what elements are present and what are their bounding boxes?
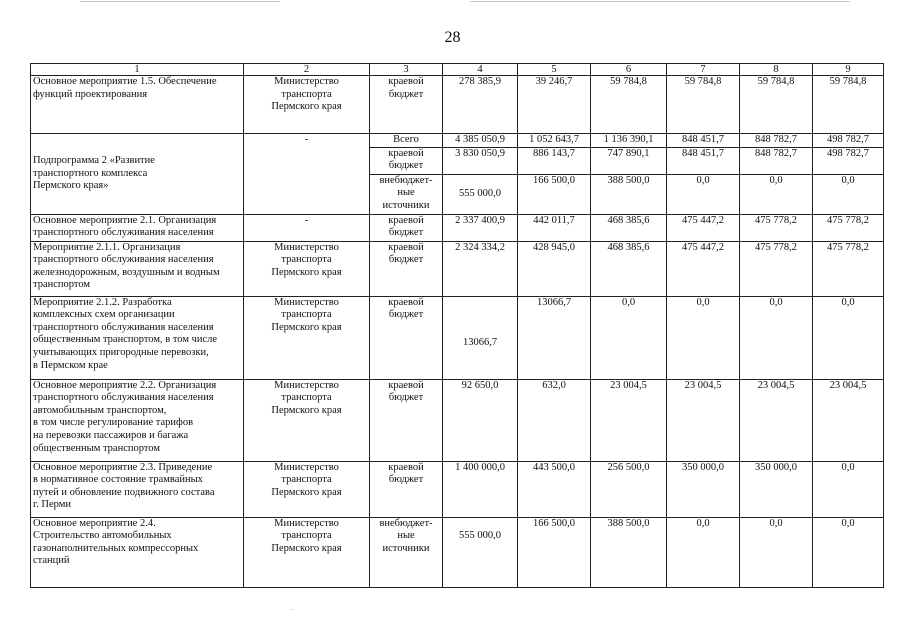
executor-cell: Министерство транспорта Пермского края [244, 296, 370, 379]
value-cell: 23 004,5 [813, 379, 884, 461]
value-cell: 388 500,0 [591, 174, 667, 214]
value-cell: 0,0 [740, 174, 813, 214]
activity-name-cell: Основное мероприятие 2.2. Организация транспортного обслуживания населения автомобильным транспортом, в том числе регулирование тарифов на перевозки пассажиров и багажа общественным транспортом [31, 379, 244, 461]
executor-cell: Министерство транспорта Пермского края [244, 461, 370, 517]
value-cell: 443 500,0 [518, 461, 591, 517]
source-cell: краевой бюджет [370, 214, 443, 241]
header-row [31, 64, 884, 76]
value-cell: 468 385,6 [591, 214, 667, 241]
value-cell: 475 778,2 [813, 214, 884, 241]
value-cell: 442 011,7 [518, 214, 591, 241]
executor-cell: Министерство транспорта Пермского края [244, 76, 370, 134]
table-row [31, 379, 884, 461]
source-cell: внебюджет- ные источники [370, 517, 443, 587]
value-cell: 1 136 390,1 [591, 134, 667, 148]
header-cell: 3 [370, 64, 443, 76]
value-cell: 1 052 643,7 [518, 134, 591, 148]
executor-cell: - [244, 214, 370, 241]
header-cell: 4 [443, 64, 518, 76]
value-cell: 3 830 050,9 [443, 147, 518, 174]
activity-name-cell: Мероприятие 2.1.2. Разработка комплексных схем организации транспортного обслуживания населения общественным транспортом, в том числе учитывающих пригородные перевозки, в Пермском крае [31, 296, 244, 379]
scan-artifact-line [470, 1, 850, 2]
value-cell: 848 451,7 [667, 134, 740, 148]
value-cell: 475 447,2 [667, 214, 740, 241]
value-cell: 475 447,2 [667, 241, 740, 296]
activity-name-cell: Основное мероприятие 2.4. Строительство автомобильных газонаполнительных компрессорных станций [31, 517, 244, 587]
value-cell: 2 324 334,2 [443, 241, 518, 296]
source-cell: краевой бюджет [370, 241, 443, 296]
value-cell: 0,0 [813, 517, 884, 587]
value-cell: 59 784,8 [740, 76, 813, 134]
header-cell: 5 [518, 64, 591, 76]
value-cell: 2 337 400,9 [443, 214, 518, 241]
value-cell: 59 784,8 [667, 76, 740, 134]
value-cell: 0,0 [667, 174, 740, 214]
value-cell: 350 000,0 [740, 461, 813, 517]
activity-name-cell: Подпрограмма 2 «Развитие транспортного комплекса Пермского края» [31, 134, 244, 215]
value-cell: 475 778,2 [813, 241, 884, 296]
value-cell: 0,0 [591, 296, 667, 379]
value-cell: 23 004,5 [740, 379, 813, 461]
value-cell: 23 004,5 [667, 379, 740, 461]
table-row [31, 461, 884, 517]
value-cell: 475 778,2 [740, 214, 813, 241]
source-cell: краевой бюджет [370, 147, 443, 174]
value-cell: 166 500,0 [518, 174, 591, 214]
executor-cell: - [244, 134, 370, 215]
source-cell: внебюджет- ные источники [370, 174, 443, 214]
table-row [31, 241, 884, 296]
activity-name-cell: Основное мероприятие 2.1. Организация транспортного обслуживания населения [31, 214, 244, 241]
value-cell: 1 400 000,0 [443, 461, 518, 517]
executor-cell: Министерство транспорта Пермского края [244, 241, 370, 296]
executor-cell: Министерство транспорта Пермского края [244, 517, 370, 587]
value-cell: 92 650,0 [443, 379, 518, 461]
value-cell: 23 004,5 [591, 379, 667, 461]
value-cell: 0,0 [813, 174, 884, 214]
value-cell: 747 890,1 [591, 147, 667, 174]
value-cell: 0,0 [667, 296, 740, 379]
value-cell: 0,0 [740, 296, 813, 379]
budget-table [30, 63, 884, 588]
value-cell: 4 385 050,9 [443, 134, 518, 148]
value-cell: 848 782,7 [740, 134, 813, 148]
value-cell: 498 782,7 [813, 134, 884, 148]
value-cell: 0,0 [740, 517, 813, 587]
value-cell: 428 945,0 [518, 241, 591, 296]
value-cell: 848 782,7 [740, 147, 813, 174]
source-cell: краевой бюджет [370, 379, 443, 461]
value-cell: 848 451,7 [667, 147, 740, 174]
header-cell: 2 [244, 64, 370, 76]
value-cell: 632,0 [518, 379, 591, 461]
scan-artifact-line [80, 1, 280, 2]
value-cell: 0,0 [667, 517, 740, 587]
value-cell: 278 385,9 [443, 76, 518, 134]
table-row [31, 134, 884, 148]
source-cell: Всего [370, 134, 443, 148]
source-cell: краевой бюджет [370, 76, 443, 134]
value-cell: 498 782,7 [813, 147, 884, 174]
table-row [31, 296, 884, 379]
value-cell: 256 500,0 [591, 461, 667, 517]
activity-name-cell: Основное мероприятие 2.3. Приведение в нормативное состояние трамвайных путей и обновление подвижного состава г. Перми [31, 461, 244, 517]
value-cell: 468 385,6 [591, 241, 667, 296]
header-cell: 8 [740, 64, 813, 76]
scan-artifact-line [290, 609, 294, 610]
value-cell: 59 784,8 [813, 76, 884, 134]
value-cell: 13066,7 [443, 296, 518, 379]
page-number: 28 [444, 29, 461, 46]
value-cell: 0,0 [813, 461, 884, 517]
activity-name-cell: Мероприятие 2.1.1. Организация транспортного обслуживания населения железнодорожным, воздушным и водным транспортом [31, 241, 244, 296]
activity-name-cell: Основное мероприятие 1.5. Обеспечение функций проектирования [31, 76, 244, 134]
value-cell: 886 143,7 [518, 147, 591, 174]
value-cell: 59 784,8 [591, 76, 667, 134]
header-cell: 7 [667, 64, 740, 76]
executor-cell: Министерство транспорта Пермского края [244, 379, 370, 461]
value-cell: 555 000,0 [443, 517, 518, 587]
header-cell: 1 [31, 64, 244, 76]
table-row [31, 214, 884, 241]
value-cell: 388 500,0 [591, 517, 667, 587]
value-cell: 39 246,7 [518, 76, 591, 134]
value-cell: 166 500,0 [518, 517, 591, 587]
value-cell: 350 000,0 [667, 461, 740, 517]
source-cell: краевой бюджет [370, 461, 443, 517]
table-row [31, 76, 884, 134]
value-cell: 555 000,0 [443, 174, 518, 214]
header-cell: 6 [591, 64, 667, 76]
value-cell: 13066,7 [518, 296, 591, 379]
source-cell: краевой бюджет [370, 296, 443, 379]
header-cell: 9 [813, 64, 884, 76]
value-cell: 475 778,2 [740, 241, 813, 296]
table-row [31, 517, 884, 587]
value-cell: 0,0 [813, 296, 884, 379]
